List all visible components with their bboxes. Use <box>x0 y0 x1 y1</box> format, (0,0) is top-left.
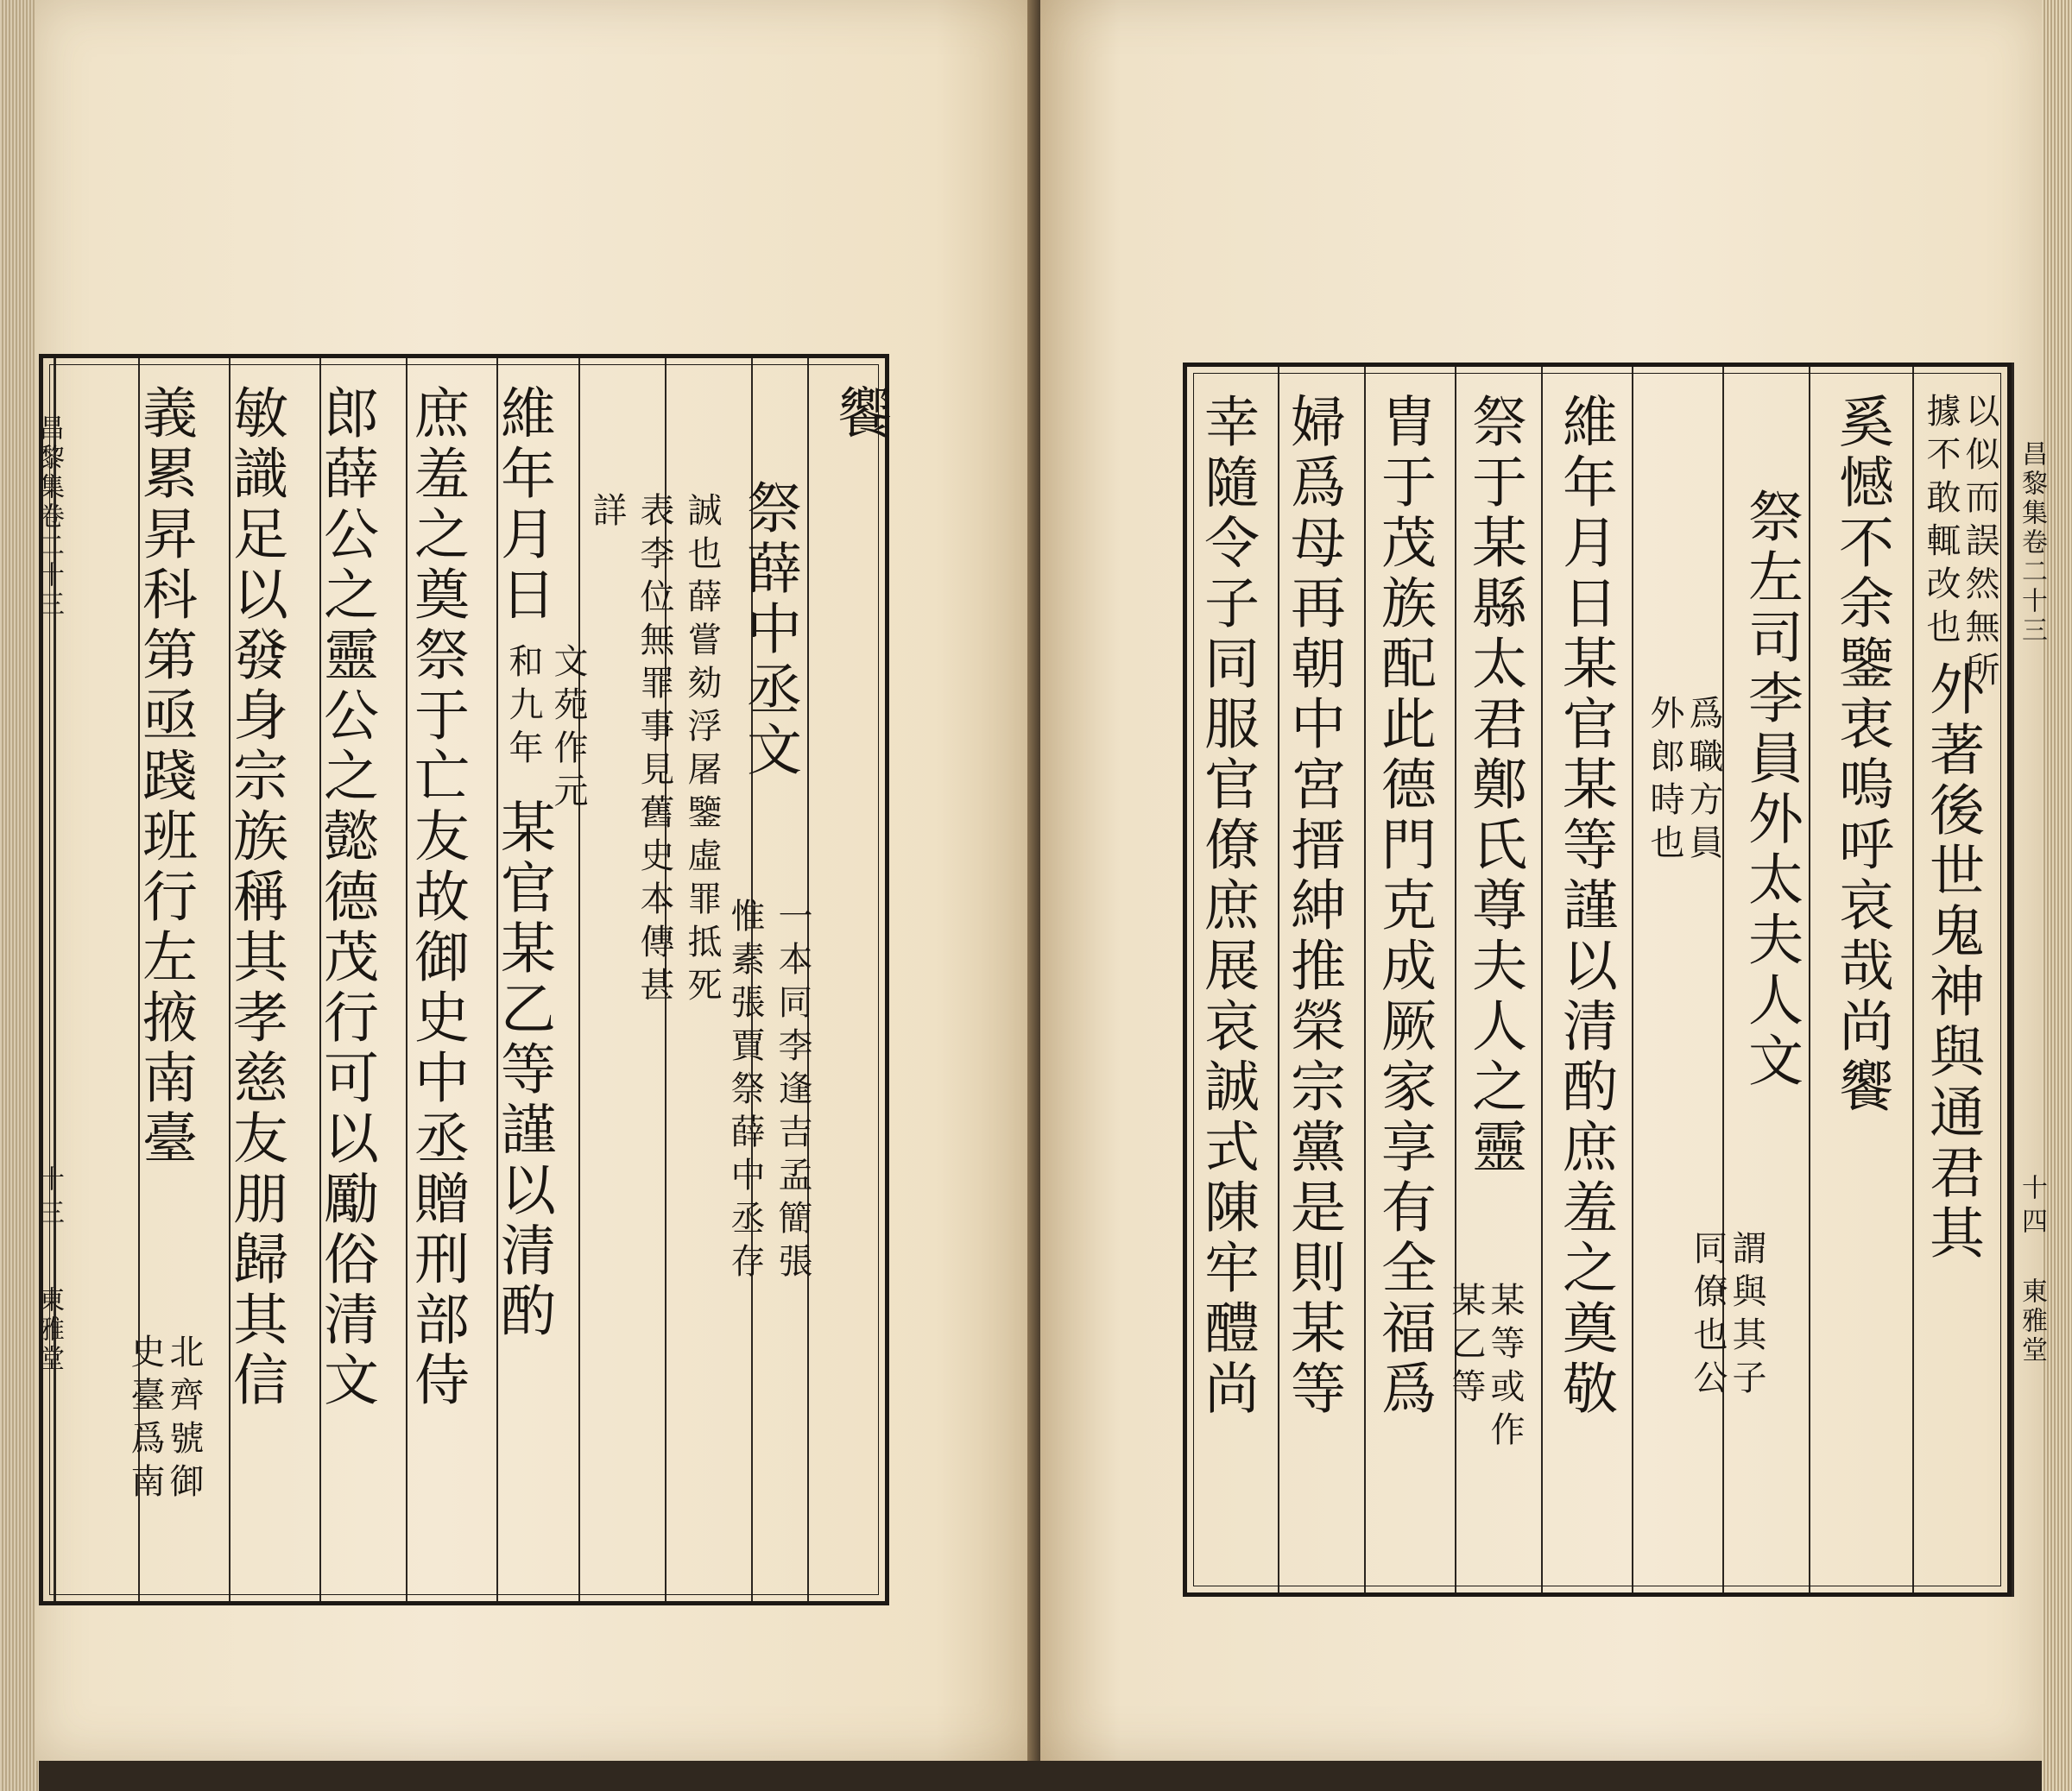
text-column: 惟素張賈祭薛中丞存 <box>725 898 765 1286</box>
text-column: 詳 <box>587 492 627 535</box>
text-column: 表李位無罪事見舊史本傳甚 <box>635 492 674 1010</box>
right-fold-margin <box>2012 363 2047 1597</box>
column-rule <box>319 358 321 1601</box>
text-column: 一本同李逢吉孟簡張 <box>773 898 812 1286</box>
right-fold-hall-name: 東雅堂 <box>2017 1277 2047 1365</box>
right-text-columns <box>1187 367 2007 1592</box>
text-column: 義累昇科第亟踐班行左掖南臺 <box>133 384 197 1170</box>
left-page <box>35 0 1036 1761</box>
left-fold-page-number: 十三 <box>34 1165 64 1233</box>
text-column: 婦爲母再朝中宮搢紳推榮宗黨是則某等 <box>1281 393 1345 1420</box>
right-fold-title: 昌黎集卷二十三 <box>2017 440 2047 646</box>
text-column: 誠也薛嘗劾浮屠鑒虛罪抵死 <box>682 492 722 1010</box>
text-column: 幸隨令子同服官僚庶展哀誠式陳牢醴尚 <box>1195 393 1259 1420</box>
column-rule <box>1912 367 1914 1592</box>
column-rule <box>496 358 498 1601</box>
text-column: 祭于某縣太君鄭氏尊夫人之靈 <box>1462 393 1526 1178</box>
text-column: 奚憾不余鑒衷嗚呼哀哉尚饗 <box>1829 393 1893 1118</box>
text-column: 謂與其子 <box>1727 1230 1766 1403</box>
column-rule <box>807 358 809 1601</box>
text-column: 文苑作元 <box>548 643 588 816</box>
right-fold-page-number: 十四 <box>2017 1174 2047 1241</box>
text-column: 祭左司李員外太夫人文 <box>1739 488 1803 1092</box>
text-column: 胄于茂族配此德門克成厥家享有全福爲 <box>1372 393 1436 1420</box>
text-column: 外郎時也 <box>1645 695 1684 867</box>
text-column: 維年月日 <box>491 384 555 626</box>
left-page-edges <box>0 0 39 1791</box>
left-text-columns <box>43 358 892 1601</box>
text-column: 同僚也公 <box>1688 1230 1728 1403</box>
text-column: 某等或作 <box>1485 1282 1525 1454</box>
right-page-edges <box>2042 0 2072 1791</box>
column-rule <box>1364 367 1366 1592</box>
column-rule <box>751 358 753 1601</box>
column-rule <box>229 358 231 1601</box>
text-column: 敏識足以發身宗族稱其孝慈友朋歸其信 <box>224 384 287 1411</box>
column-rule <box>1455 367 1456 1592</box>
column-rule <box>1541 367 1543 1592</box>
column-rule <box>406 358 407 1601</box>
left-fold-title: 昌黎集卷二十三 <box>34 414 64 620</box>
text-column: 饗 <box>828 384 892 445</box>
left-text-frame <box>39 354 892 1605</box>
text-column: 史臺爲南 <box>125 1334 165 1506</box>
text-column: 爲職方員 <box>1684 695 1723 867</box>
column-rule <box>138 358 140 1601</box>
text-column: 庶羞之奠祭于亡友故御史中丞贈刑部侍 <box>405 384 469 1411</box>
column-rule <box>1632 367 1633 1592</box>
text-column: 維年月日某官某等謹以清酌庶羞之奠敬 <box>1553 393 1617 1420</box>
column-rule <box>578 358 580 1601</box>
left-fold-hall-name: 東雅堂 <box>34 1286 64 1374</box>
text-column: 以似而誤然無所 <box>1960 393 1999 695</box>
right-page <box>1040 0 2047 1761</box>
right-text-frame <box>1183 363 2012 1597</box>
text-column: 郎薛公之靈公之懿德茂行可以勵俗清文 <box>314 384 378 1411</box>
text-column: 和九年 <box>503 643 543 773</box>
column-rule <box>1809 367 1810 1592</box>
column-rule <box>1278 367 1279 1592</box>
text-column: 據不敢輒改也 <box>1921 393 1961 652</box>
text-column: 祭薛中丞文 <box>737 479 801 781</box>
text-column: 外著後世鬼神與通君其 <box>1920 660 1984 1264</box>
text-column: 某乙等 <box>1446 1282 1486 1411</box>
text-column: 北齊號御 <box>164 1334 204 1506</box>
column-rule <box>1722 367 1724 1592</box>
column-rule <box>665 358 666 1601</box>
text-column: 某官某乙等謹以清酌 <box>491 798 555 1342</box>
